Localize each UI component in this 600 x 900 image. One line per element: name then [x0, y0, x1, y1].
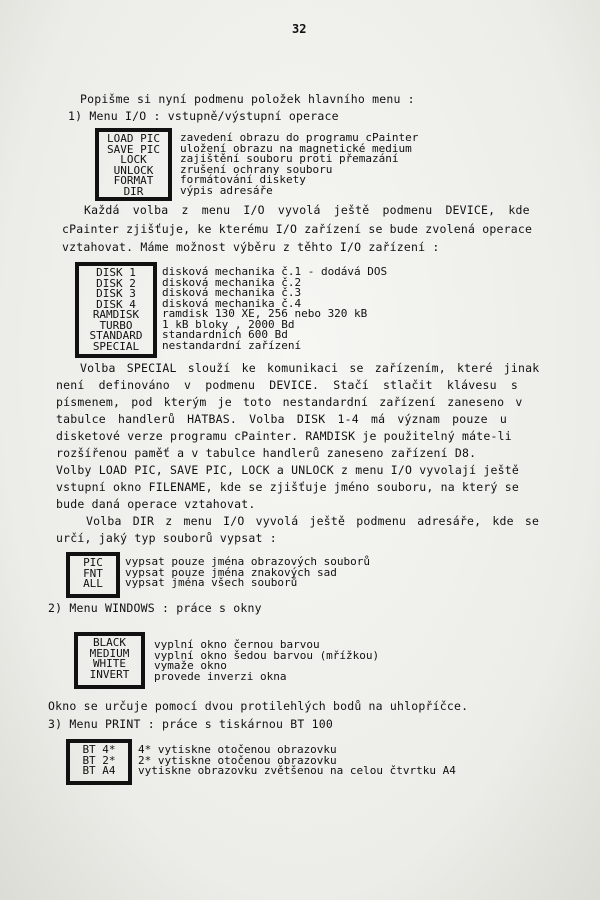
- paragraph-line: Volby LOAD PIC, SAVE PIC, LOCK a UNLOCK z menu I/O vyvolají ještě: [56, 463, 520, 477]
- windows-menu-box: [74, 632, 145, 689]
- filetype-option-desc: vypsat pouze jména znakových sad: [125, 565, 337, 579]
- device-option-label: RAMDISK: [92, 308, 140, 321]
- print-option-label: BT A4: [82, 764, 116, 777]
- menu-option-desc: uložení obrazu na magnetické medium: [180, 141, 412, 155]
- windows-option-desc: vyplní okno šedou barvou (mřížkou): [154, 648, 380, 662]
- paragraph-line: Každá volba z menu I/O vyvolá ještě podmenu DEVICE, kde: [84, 203, 530, 217]
- io-descriptions: [180, 133, 418, 196]
- device-option-label: STANDARD: [89, 329, 143, 342]
- menu-option-label: LOAD PIC: [107, 132, 160, 145]
- paragraph-line: Volba SPECIAL slouží ke komunikaci se zařízením, které jinak: [80, 361, 540, 375]
- paragraph-line: Volba DIR z menu I/O vyvolá ještě podmenu adresáře, kde se: [86, 514, 540, 528]
- print-option-desc: 2* vytiskne otočenou obrazovku: [138, 753, 337, 767]
- device-menu-box: [75, 262, 157, 358]
- filetype-option-label: FNT: [83, 566, 103, 580]
- windows-option-desc: provede inverzi okna: [154, 669, 287, 683]
- paragraph-line: disketové verze programu cPainter. RAMDISK je použitelný máte-li: [56, 429, 512, 443]
- device-option-label: TURBO: [99, 318, 133, 332]
- filetype-descriptions: [125, 557, 370, 589]
- paragraph-line: tabulce handlerů HATBAS. Volba DISK 1-4 má význam pouze u: [56, 412, 508, 426]
- device-option-desc: nestandardní zařízení: [162, 338, 302, 352]
- device-descriptions: [162, 267, 387, 351]
- device-option-label: DISK 2: [96, 276, 136, 290]
- windows-option-desc: vyplní okno černou barvou: [154, 638, 320, 651]
- device-option-desc: disková mechanika č.3: [162, 286, 302, 299]
- menu-option-label: DIR: [123, 184, 144, 198]
- io-menu-box: [95, 128, 172, 201]
- menu-option-desc: zrušení ochrany souboru: [180, 162, 333, 176]
- menu-option-desc: zajištění souboru proti přemazání: [180, 152, 399, 165]
- menu-option-label: FORMAT: [113, 174, 154, 187]
- windows-heading: 2) Menu WINDOWS : práce s okny: [48, 601, 262, 615]
- paragraph-line: vstupní okno FILENAME, kde se zjišťuje jméno souboru, na který se: [56, 480, 520, 494]
- print-option-label: BT 2*: [82, 753, 116, 767]
- menu-option-label: LOCK: [120, 153, 147, 166]
- print-menu-box: [66, 739, 132, 785]
- windows-option-label: MEDIUM: [89, 646, 130, 660]
- windows-descriptions: [154, 640, 379, 682]
- device-option-label: DISK 4: [96, 297, 136, 311]
- print-option-desc: 4* vytiskne otočenou obrazovku: [138, 743, 337, 756]
- intro-line: Popišme si nyní podmenu položek hlavního menu :: [80, 92, 415, 106]
- menu-option-label: UNLOCK: [113, 163, 154, 177]
- page-number: 32: [292, 22, 307, 36]
- paragraph-line: písmenem, pod kterým je toto nestandardní zařízení zaneseno v: [56, 395, 523, 409]
- io-heading: 1) Menu I/O : vstupně/výstupní operace: [68, 109, 339, 123]
- menu-option-desc: formátování diskety: [180, 173, 306, 186]
- device-option-label: DISK 1: [96, 266, 136, 279]
- device-option-desc: 1 kB bloky , 2000 Bd: [162, 317, 295, 331]
- windows-note: Okno se určuje pomocí dvou protilehlých bodů na uhlopříčce.: [48, 699, 469, 713]
- paragraph-line: cPainter zjišťuje, ke kterému I/O zařízení se bude zvolená operace: [62, 222, 533, 236]
- paragraph-line: vztahovat. Máme možnost výběru z těhto I/O zařízení :: [62, 240, 440, 254]
- paragraph-line: není definováno v podmenu DEVICE. Stačí stlačit klávesu s: [56, 378, 519, 392]
- windows-option-label: WHITE: [92, 657, 127, 670]
- paragraph-line: určí, jaký typ souborů vypsat :: [56, 531, 277, 545]
- menu-option-label: SAVE PIC: [107, 142, 160, 156]
- filetype-option-desc: vypsat pouze jména obrazových souborů: [125, 555, 371, 568]
- filetype-option-label: ALL: [83, 577, 103, 590]
- windows-option-label: BLACK: [92, 636, 127, 649]
- paragraph-line: rozšířenou paměť a v tabulce handlerů zaneseno zařízení D8.: [56, 446, 477, 460]
- device-option-label: SPECIAL: [92, 339, 140, 353]
- paragraph-line: bude daná operace vztahovat.: [56, 497, 256, 511]
- device-option-desc: ramdisk 130 XE, 256 nebo 320 kB: [162, 307, 368, 320]
- device-option-desc: disková mechanika č.2: [162, 275, 302, 289]
- menu-option-desc: zavedení obrazu do programu cPainter: [180, 131, 419, 144]
- device-option-desc: disková mechanika č.4: [162, 296, 302, 310]
- menu-option-desc: výpis adresáře: [180, 183, 273, 197]
- print-descriptions: [138, 745, 456, 777]
- print-option-desc: vytiskne obrazovku zvětšenou na celou čtvrtku A4: [138, 764, 456, 777]
- windows-option-desc: vymaže okno: [154, 659, 227, 672]
- device-option-desc: disková mechanika č.1 - dodává DOS: [162, 265, 388, 278]
- print-heading: 3) Menu PRINT : práce s tiskárnou BT 100: [48, 717, 333, 731]
- filetype-option-label: PIC: [83, 556, 103, 569]
- filetype-menu-box: [66, 552, 120, 598]
- windows-option-label: INVERT: [89, 667, 130, 681]
- filetype-option-desc: vypsat jména všech souborů: [125, 576, 298, 589]
- device-option-label: DISK 3: [96, 287, 136, 300]
- print-option-label: BT 4*: [82, 743, 116, 756]
- device-option-desc: standardních 600 Bd: [162, 328, 288, 341]
